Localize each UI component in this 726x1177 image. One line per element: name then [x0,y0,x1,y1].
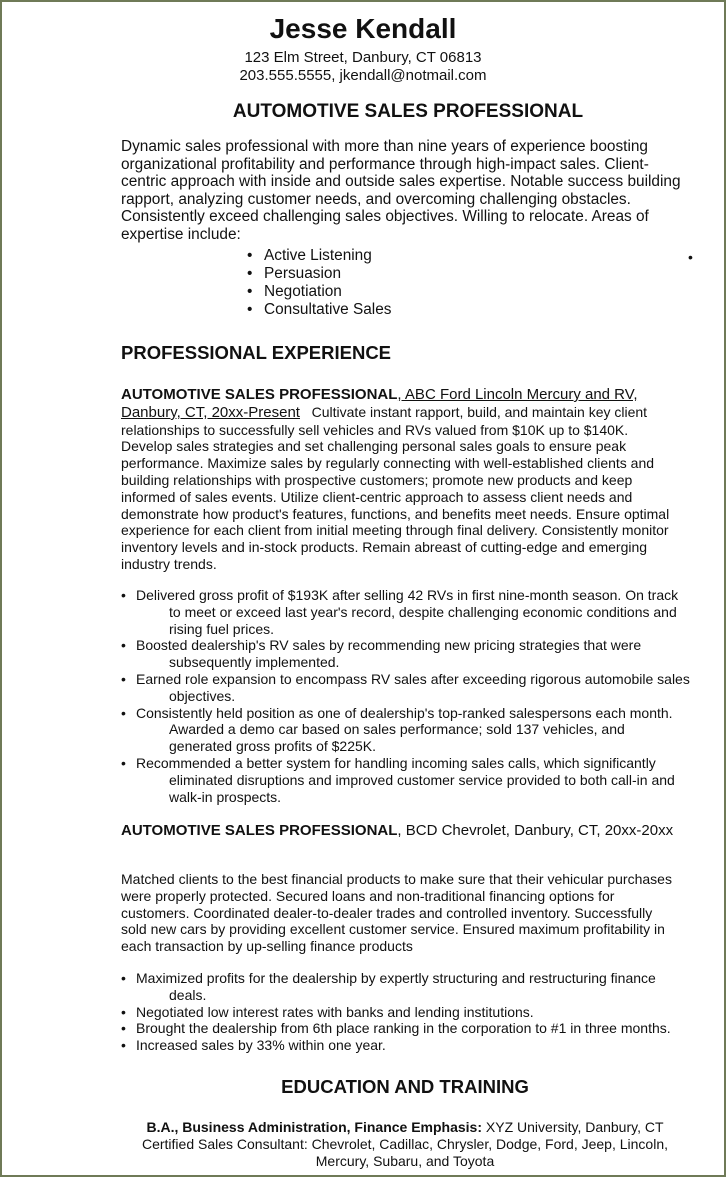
job-description: Matched clients to the best financial products to make sure that their vehicular purchases were properly protected. Secured loans and non-traditional financing options for customers. Coordinated dealer-to-dealer trades and controlled inventory. Successfully sold new cars by providing excellent customer service. Ensured maximum profitability in each transaction by up-selling finance products [121,871,672,955]
job-description: Cultivate instant rapport, build, and maintain key client relationships to successfully sell vehicles and RVs valued from $10K up to $140K. Develop sales strategies and set challenging personal sales goals to ensure peak performance. Maximize sales by regularly connecting with well-established clients and building relationships with prospective customers; promote new products and keep informed of sales events. Utilize client-centric approach to assess client needs and demonstrate how product's features, functions, and benefits meet needs. Ensure optimal experience for each client from initial meeting through final delivery. Consistently monitor inventory levels and in-stock products. Remain abreast of cutting-edge and emerging industry trends. [121,403,670,572]
job-title: AUTOMOTIVE SALES PROFESSIONAL [121,822,398,839]
list-item: • Negotiation [247,283,391,301]
list-item: • Maximized profits for the dealership by expertly structuring and restructuring finance deals. [121,970,691,1004]
degree-line [121,1119,689,1136]
job-entry [121,822,677,840]
job-employer: , ABC Ford Lincoln Mercury and RV, Danbury, CT, 20xx-Present [121,386,638,421]
job-title: AUTOMOTIVE SALES PROFESSIONAL [121,386,398,403]
job-achievements [121,587,691,805]
list-item: • Recommended a better system for handling incoming sales calls, which significantly eliminated disruptions and improved customer service provided to both call-in and walk-in prospects. [121,755,691,805]
job-employer: , BCD Chevrolet, Danbury, CT, 20xx-20xx [397,822,674,839]
education-block [121,1119,689,1170]
stray-bullet: • [688,249,693,265]
degree: B.A., Business Administration, Finance Emphasis: [146,1119,483,1135]
list-item: • Increased sales by 33% within one year. [121,1037,691,1054]
list-item: • Delivered gross profit of $193K after selling 42 RVs in first nine-month season. On track to meet or exceed last year's record, despite challenging economic conditions and rising fuel prices. [121,587,691,637]
job-achievements [121,970,691,1054]
skills-list [247,247,391,319]
school: XYZ University, Danbury, CT [482,1119,664,1135]
list-item: • Boosted dealership's RV sales by recommending new pricing strategies that were subsequently implemented. [121,637,691,671]
list-item: • Earned role expansion to encompass RV sales after exceeding rigorous automobile sales objectives. [121,671,691,705]
section-heading-experience: PROFESSIONAL EXPERIENCE [121,342,392,363]
street-address: 123 Elm Street, Danbury, CT 06813 [244,49,482,66]
certification: Certified Sales Consultant: Chevrolet, Cadillac, Chrysler, Dodge, Ford, Jeep, Lincoln, Mercury, Subaru, and Toyota [141,1136,669,1169]
phone-email: 203.555.5555, jkendall@notmail.com [239,67,487,84]
section-heading-education: EDUCATION AND TRAINING [281,1076,529,1097]
headline: AUTOMOTIVE SALES PROFESSIONAL [232,101,584,122]
list-item: • Consultative Sales [247,301,391,319]
list-item: • Brought the dealership from 6th place ranking in the corporation to #1 in three months. [121,1020,691,1037]
list-item: • Negotiated low interest rates with banks and lending institutions. [121,1004,691,1021]
job-entry [121,386,681,573]
summary-paragraph: Dynamic sales professional with more than nine years of experience boosting organizational profitability and performance through high-impact sales. Client-centric approach with inside and outside sales expertise. Notable success building rapport, analyzing customer needs, and overcoming challenging obstacles. Consistently exceed challenging sales objectives. Willing to relocate. Areas of expertise include: [121,138,681,243]
candidate-name: Jesse Kendall [269,13,457,44]
list-item: • Consistently held position as one of dealership's top-ranked salespersons each month. Awarded a demo car based on sales performance; sold 137 vehicles, and generated gross profits of $225K. [121,705,691,755]
list-item: • Persuasion [247,265,391,283]
list-item: • Active Listening [247,247,391,265]
contact-block [0,49,726,85]
